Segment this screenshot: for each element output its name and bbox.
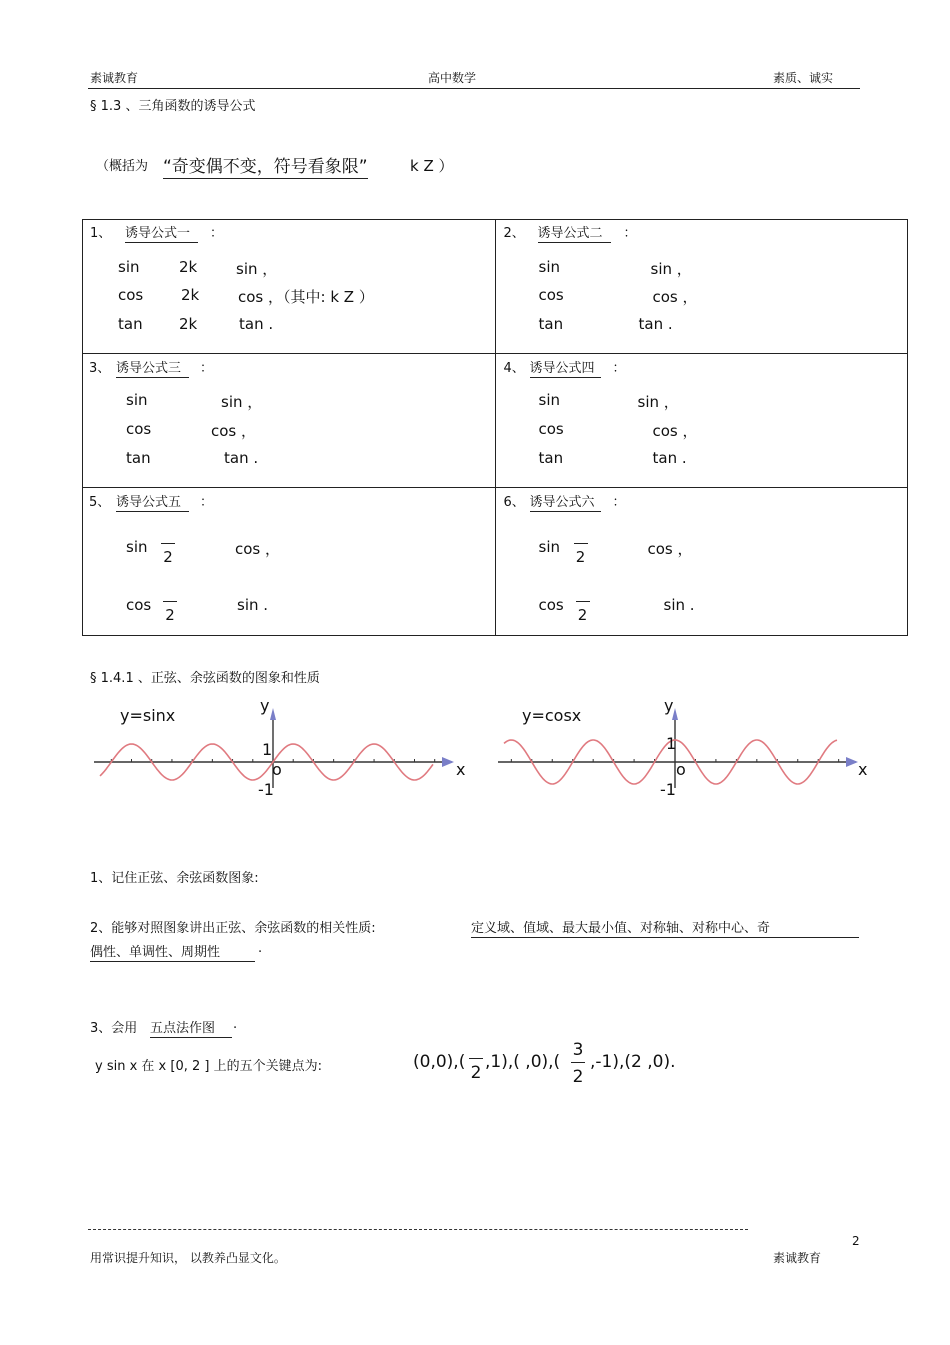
sine-x-axis-label: x <box>456 760 466 779</box>
sine-neg-one-label: -1 <box>258 780 274 799</box>
formula-colon: ： <box>200 495 214 510</box>
formula-colon: ： <box>623 226 637 241</box>
formula-title: 诱导公式三 <box>116 357 189 378</box>
formula-term: cos ， <box>652 288 698 306</box>
formula-number: 3、 <box>89 361 111 376</box>
formula-term: cos ， <box>211 422 257 440</box>
formula-term: tan <box>538 315 564 333</box>
formula-term: 2k <box>179 258 198 276</box>
formula-colon: ： <box>210 226 224 241</box>
summary-suffix: k Z ） <box>410 157 454 175</box>
formula-term: sin ， <box>637 393 679 411</box>
formula-term: cos ， <box>235 540 281 558</box>
footer-divider <box>88 1229 748 1230</box>
footer-left: 用常识提升知识， 以教养凸显文化。 <box>90 1251 286 1265</box>
formula-term: sin <box>126 391 148 409</box>
key-points-a: (0,0),( <box>413 1052 466 1072</box>
formula-title: 诱导公式四 <box>530 357 601 378</box>
item-2-end: . <box>258 941 263 956</box>
formula-term: sin ， <box>221 393 263 411</box>
formula-term: sin . <box>237 596 269 614</box>
header-left: 素诚教育 <box>90 71 139 85</box>
formula-term: cos <box>538 420 564 438</box>
formula-term: sin <box>118 258 140 276</box>
cosine-x-arrow <box>846 757 858 767</box>
formula-term: sin <box>538 538 560 556</box>
formula-term: 2k <box>181 286 200 304</box>
formula-term: cos ， <box>652 422 698 440</box>
formula-term: tan <box>126 449 151 467</box>
key-points-text: y sin x 在 x [0, 2 ] 上的五个关键点为: <box>95 1059 322 1074</box>
item-3-end: . <box>233 1017 238 1032</box>
fraction-pi-over-2: 2 <box>162 601 178 624</box>
item-3-prefix: 3、会用 <box>90 1021 138 1036</box>
fraction-pi-over-2: 2 <box>575 601 591 624</box>
formula-term: tan . <box>638 315 673 333</box>
sine-y-axis-label: y <box>260 696 270 715</box>
sine-origin-label: o <box>272 760 282 779</box>
formula-colon: ： <box>612 495 626 510</box>
cosine-graph-label: y=cosx <box>522 706 582 725</box>
header-right: 素质、诚实 <box>773 71 834 85</box>
section-title-induction: § 1.3 、三角函数的诱导公式 <box>90 99 256 114</box>
formula-term: tan <box>118 315 143 333</box>
formula-number: 6、 <box>503 495 525 510</box>
formula-colon: ： <box>612 361 626 376</box>
formula-term: cos ， <box>647 540 693 558</box>
sine-graph-label: y=sinx <box>120 706 176 725</box>
sine-one-label: 1 <box>262 740 273 759</box>
formula-term: sin <box>538 391 560 409</box>
formula-term: sin <box>126 538 148 556</box>
formula-term: cos ，（其中: k Z ） <box>238 288 374 306</box>
formula-number: 1、 <box>90 226 112 241</box>
cosine-x-axis-label: x <box>858 760 868 779</box>
section-title-graphs: § 1.4.1 、正弦、余弦函数的图象和性质 <box>90 671 320 686</box>
summary-quote: “奇变偶不变，符号看象限” <box>163 152 368 179</box>
key-points-b: ,1),( ,0),( <box>485 1052 561 1072</box>
item-2-answer-a: 定义域、值域、最大最小值、对称轴、对称中心、奇 <box>471 917 859 938</box>
formula-term: tan <box>538 449 564 467</box>
key-points-c: ,-1),(2 ,0). <box>590 1052 676 1072</box>
formula-number: 4、 <box>503 361 525 376</box>
formula-title: 诱导公式二 <box>538 222 611 243</box>
formula-term: sin . <box>663 596 695 614</box>
formula-term: cos <box>126 420 152 438</box>
formula-term: tan . <box>239 315 274 333</box>
item-1: 1、记住正弦、余弦函数图象: <box>90 871 259 886</box>
header-center: 高中数学 <box>428 71 477 85</box>
formula-term: 2k <box>179 315 198 333</box>
cosine-y-axis-label: y <box>664 696 674 715</box>
cosine-neg-one-label: -1 <box>660 780 676 799</box>
item-2-prefix: 2、能够对照图象讲出正弦、余弦函数的相关性质: <box>90 921 376 936</box>
item-2-answer-b: 偶性、单调性、周期性 <box>90 941 255 962</box>
key-point-fraction-2: 3 2 <box>572 1040 584 1087</box>
formula-term: cos <box>126 596 152 614</box>
sine-x-arrow <box>442 757 454 767</box>
formula-term: cos <box>118 286 144 304</box>
formula-term: cos <box>538 286 564 304</box>
cosine-one-label: 1 <box>666 734 677 753</box>
formula-title: 诱导公式一 <box>125 222 198 243</box>
formula-term: tan . <box>224 449 259 467</box>
formula-term: cos <box>538 596 564 614</box>
formula-title: 诱导公式五 <box>116 491 189 512</box>
item-3-answer: 五点法作图 <box>150 1017 232 1038</box>
footer-right: 素诚教育 <box>773 1251 822 1265</box>
formula-term: sin <box>538 258 560 276</box>
sine-y-arrow <box>270 708 276 720</box>
summary-prefix: （概括为 <box>96 159 149 174</box>
formula-term: sin ， <box>236 260 278 278</box>
fraction-pi-over-2: 2 <box>573 543 589 566</box>
page-number: 2 <box>852 1234 860 1248</box>
key-point-fraction-1: 2 <box>469 1058 483 1083</box>
formula-title: 诱导公式六 <box>530 491 601 512</box>
formula-number: 2、 <box>503 226 525 241</box>
formula-term: sin ， <box>650 260 692 278</box>
fraction-pi-over-2: 2 <box>160 543 176 566</box>
formula-colon: ： <box>200 361 214 376</box>
formula-term: tan . <box>652 449 687 467</box>
formula-number: 5、 <box>89 495 111 510</box>
cosine-origin-label: o <box>676 760 686 779</box>
